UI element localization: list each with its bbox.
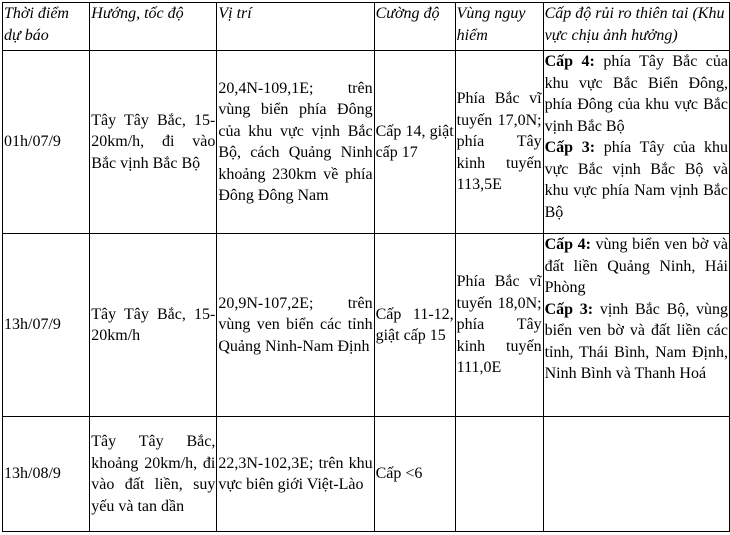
risk-entry — [545, 137, 728, 223]
risk-entry — [545, 234, 728, 299]
table-header-row — [3, 3, 730, 51]
header-risk: Cấp độ rủi ro thiên tai (Khu vực chịu ảnh hưởng) — [543, 3, 729, 51]
cell-direction: Tây Tây Bắc, 15-20km/h — [90, 234, 217, 417]
cell-intensity: Cấp <6 — [374, 417, 455, 532]
cell-time: 01h/07/9 — [3, 51, 90, 234]
risk-area: vùng biển ven bờ và đất liền Quảng Ninh, Hải Phòng — [544, 236, 729, 296]
table-row — [3, 417, 730, 532]
forecast-table — [2, 2, 730, 532]
table-row — [3, 234, 730, 417]
cell-danger-zone — [455, 417, 543, 532]
risk-level: Cấp 3: — [544, 300, 594, 318]
risk-level: Cấp 4: — [544, 236, 591, 253]
cell-intensity: Cấp 11-12, giật cấp 15 — [374, 234, 455, 417]
cell-time: 13h/08/9 — [3, 417, 90, 532]
header-danger-zone: Vùng nguy hiểm — [455, 3, 543, 51]
cell-location: 22,3N-102,3E; trên khu vực biên giới Việt-Lào — [217, 417, 374, 532]
cell-danger-zone: Phía Bắc vĩ tuyến 17,0N; phía Tây kinh tuyến 113,5E — [455, 51, 543, 234]
cell-direction: Tây Tây Bắc, khoảng 20km/h, đi vào đất liền, suy yếu và tan dần — [90, 417, 217, 532]
header-intensity: Cường độ — [374, 3, 455, 51]
cell-risk — [543, 234, 729, 417]
cell-location: 20,4N-109,1E; trên vùng biển phía Đông của khu vực vịnh Bắc Bộ, cách Quảng Ninh khoảng 230km về phía Đông Đông Nam — [217, 51, 374, 234]
table-row — [3, 51, 730, 234]
cell-intensity: Cấp 14, giật cấp 17 — [374, 51, 455, 234]
risk-level: Cấp 3: — [544, 139, 596, 156]
cell-risk — [543, 51, 729, 234]
header-time: Thời điểm dự báo — [3, 3, 90, 51]
header-location: Vị trí — [217, 3, 374, 51]
header-direction: Hướng, tốc độ — [90, 3, 217, 51]
risk-area: phía Tây Bắc của khu vực Bắc Biển Đông, phía Đông của khu vực Bắc vịnh Bắc Bộ — [544, 53, 728, 135]
risk-area: vịnh Bắc Bộ, vùng biển ven bờ và đất liền các tỉnh, Thái Bình, Nam Định, Ninh Bình và Thanh Hoá — [544, 300, 729, 382]
cell-location: 20,9N-107,2E; trên vùng ven biển các tỉnh Quảng Ninh-Nam Định — [217, 234, 374, 417]
risk-area: phía Tây của khu vực Bắc vịnh Bắc Bộ và khu vực phía Nam vịnh Bắc Bộ — [544, 139, 728, 221]
risk-level: Cấp 4: — [544, 53, 595, 70]
risk-entry — [545, 299, 728, 385]
cell-direction: Tây Tây Bắc, 15-20km/h, đi vào Bắc vịnh Bắc Bộ — [90, 51, 217, 234]
cell-danger-zone: Phía Bắc vĩ tuyến 18,0N; phía Tây kinh tuyến 111,0E — [455, 234, 543, 417]
risk-entry — [545, 51, 728, 137]
cell-risk — [543, 417, 729, 532]
cell-time: 13h/07/9 — [3, 234, 90, 417]
